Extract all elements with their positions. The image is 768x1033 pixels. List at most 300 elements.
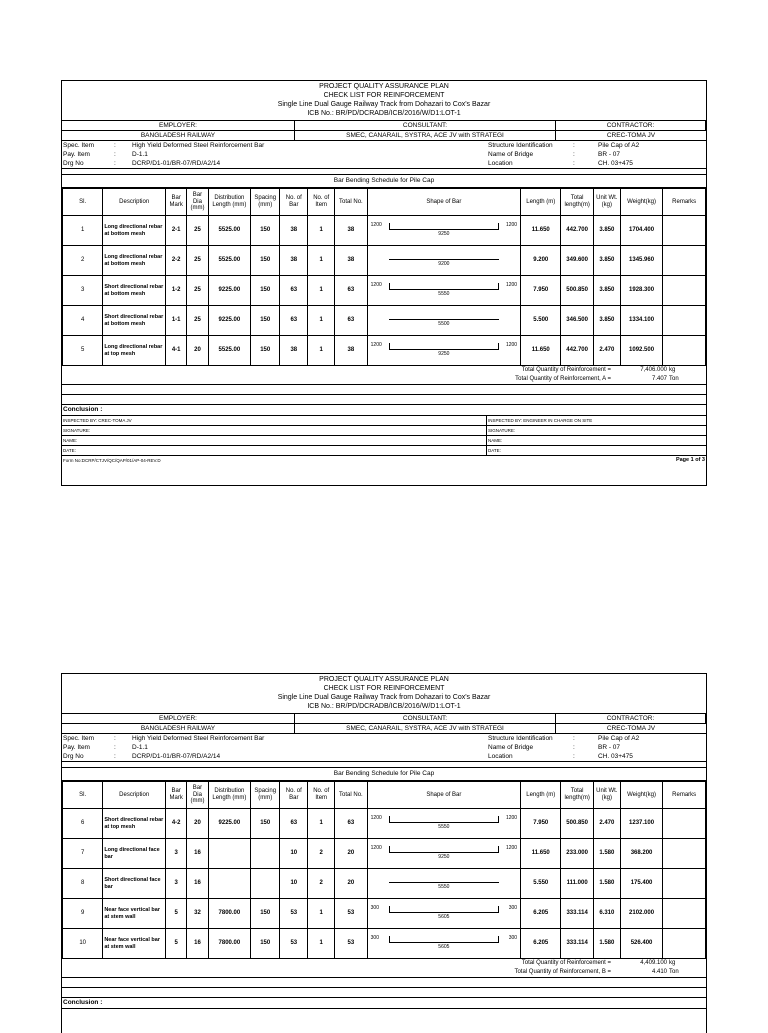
- bar-line: [389, 882, 499, 883]
- info-cell: :: [573, 160, 575, 167]
- bar-shape: [367, 809, 520, 839]
- info-cell: CH. 03+475: [598, 753, 633, 760]
- shape-right-label: 1200: [505, 221, 518, 228]
- checklist-sheet-2: [61, 673, 707, 1033]
- cell-noi: 1: [308, 216, 335, 246]
- cell-noi: 1: [308, 306, 335, 336]
- conclusion-label: Conclusion :: [62, 405, 706, 416]
- cell-sl: 3: [63, 276, 103, 306]
- cell-tot: 53: [335, 929, 367, 959]
- shape-length-label: 5500: [438, 320, 450, 327]
- shape-left-label: 1200: [370, 341, 382, 348]
- table-row: [63, 869, 706, 899]
- cell-desc: Short directional face bar: [103, 869, 166, 899]
- cell-mark: 1-2: [166, 276, 187, 306]
- column-header: No. of Bar: [280, 782, 308, 809]
- cell-uw: 6.310: [593, 899, 620, 929]
- hook-left: [389, 936, 390, 942]
- hook-right: [498, 906, 499, 912]
- table-row: [63, 899, 706, 929]
- cell-tot: 63: [335, 809, 367, 839]
- info-cell: :: [573, 735, 575, 742]
- info-cell: :: [573, 744, 575, 751]
- bar-line: [389, 289, 499, 290]
- cell-sp: 150: [251, 306, 280, 336]
- cell-dist: 5525.00: [208, 216, 251, 246]
- date-field: DATE:: [62, 446, 487, 456]
- cell-nob: 63: [280, 306, 308, 336]
- inspected-by-engineer: INSPECTED BY: ENGINEER IN CHARGE ON SITE: [487, 416, 706, 426]
- cell-dia: 16: [187, 869, 208, 899]
- info-cell: Drg No: [63, 753, 84, 760]
- cell-mark: 5: [166, 899, 187, 929]
- shape-length-label: 5605: [438, 943, 450, 950]
- cell-rem: [663, 306, 706, 336]
- cell-dist: 9225.00: [208, 276, 251, 306]
- info-cell: Pile Cap of A2: [598, 142, 640, 149]
- column-header: Weight(kg): [620, 782, 663, 809]
- cell-tot: 20: [335, 839, 367, 869]
- cell-desc: Short directional rebar at top mesh: [103, 809, 166, 839]
- employer-label: EMPLOYER:: [62, 714, 295, 724]
- shape-left-label: 1200: [370, 814, 382, 821]
- bbs-title: Bar Bending Schedule for Pile Cap: [62, 768, 706, 781]
- info-cell: High Yield Deformed Steel Reinforcement Bar: [132, 735, 265, 742]
- cell-sp: 150: [251, 809, 280, 839]
- cell-rem: [663, 839, 706, 869]
- cell-uw: 1.580: [593, 839, 620, 869]
- info-cell: Name of Bridge: [488, 744, 534, 751]
- info-cell: High Yield Deformed Steel Reinforcement Bar: [132, 142, 265, 149]
- cell-desc: Long directional face bar: [103, 839, 166, 869]
- totals-table: [62, 366, 706, 384]
- cell-wt: 1334.100: [620, 306, 663, 336]
- info-grid: [62, 141, 706, 169]
- form-number: Form No:DCRP/CTJV/QC/QAP/01/AP-04-REV.D: [63, 458, 161, 463]
- cell-rem: [663, 899, 706, 929]
- bbs-table: [62, 188, 706, 366]
- cell-mark: 2-1: [166, 216, 187, 246]
- header-line-4: ICB No.: BR/PD/DCRADB/ICB/2016/W/D1:LOT-1: [307, 110, 461, 117]
- cell-wt: 526.400: [620, 929, 663, 959]
- info-cell: Location: [488, 160, 513, 167]
- info-cell: Structure Identification: [488, 142, 553, 149]
- hook-left: [389, 906, 390, 912]
- contractor-value: CREC-TOMA JV: [556, 724, 706, 734]
- cell-wt: 1237.100: [620, 809, 663, 839]
- info-cell: Pile Cap of A2: [598, 735, 640, 742]
- cell-mark: 5: [166, 929, 187, 959]
- table-row: [63, 929, 706, 959]
- cell-dia: 20: [187, 336, 208, 366]
- shape-length-label: 9250: [438, 350, 450, 357]
- shape-right-label: 1200: [505, 844, 518, 851]
- cell-tlen: 442.700: [561, 216, 593, 246]
- bbs-title: Bar Bending Schedule for Pile Cap: [62, 175, 706, 188]
- name-field: NAME:: [62, 436, 487, 446]
- cell-sl: 5: [63, 336, 103, 366]
- total2-unit: Ton: [669, 376, 679, 383]
- column-header: Description: [103, 189, 166, 216]
- info-cell: DCRP/D1-01/BR-07/RD/A2/14: [132, 753, 221, 760]
- shape-length-label: 9250: [438, 230, 450, 237]
- cell-wt: 2102.000: [620, 899, 663, 929]
- info-cell: :: [114, 753, 116, 760]
- info-cell: :: [573, 142, 575, 149]
- cell-dia: 20: [187, 809, 208, 839]
- consultant-value: SMEC, CANARAIL, SYSTRA, ACE JV with STRATEGI: [295, 131, 556, 141]
- cell-desc: Short directional rebar at bottom mesh: [103, 276, 166, 306]
- cell-len: 5.500: [521, 306, 561, 336]
- cell-mark: 3: [166, 869, 187, 899]
- bar-line: [389, 912, 499, 913]
- column-header: Sl.: [63, 782, 103, 809]
- column-header: No. of Item: [308, 189, 335, 216]
- cell-nob: 10: [280, 839, 308, 869]
- table-row: [63, 276, 706, 306]
- bar-line: [389, 229, 499, 230]
- column-header: Total No.: [335, 189, 367, 216]
- cell-uw: 3.850: [593, 216, 620, 246]
- shape-right-label: 1200: [505, 814, 518, 821]
- party-row: [62, 714, 706, 734]
- hook-right: [498, 816, 499, 822]
- info-cell: :: [114, 142, 116, 149]
- info-cell: Name of Bridge: [488, 151, 534, 158]
- cell-sl: 8: [63, 869, 103, 899]
- column-header: No. of Bar: [280, 189, 308, 216]
- column-header: Length (m): [521, 189, 561, 216]
- cell-len: 6.205: [521, 899, 561, 929]
- signature-field: SIGNATURE:: [487, 426, 706, 436]
- cell-dist: 7800.00: [208, 929, 251, 959]
- cell-desc: Long directional rebar at bottom mesh: [103, 246, 166, 276]
- cell-tlen: 442.700: [561, 336, 593, 366]
- info-cell: D-1.1: [132, 151, 148, 158]
- cell-tlen: 333.114: [561, 899, 593, 929]
- cell-mark: 2-2: [166, 246, 187, 276]
- column-header: Spacing (mm): [251, 189, 280, 216]
- column-header: Unit Wt. (kg): [593, 189, 620, 216]
- header-line-4: ICB No.: BR/PD/DCRADB/ICB/2016/W/D1:LOT-1: [307, 703, 461, 710]
- column-header: Total length(m): [561, 782, 593, 809]
- employer-label: EMPLOYER:: [62, 121, 295, 131]
- cell-dia: 25: [187, 276, 208, 306]
- cell-wt: 1345.960: [620, 246, 663, 276]
- spacer: [62, 384, 706, 395]
- cell-tot: 63: [335, 306, 367, 336]
- info-cell: BR - 07: [598, 744, 621, 751]
- cell-dia: 25: [187, 216, 208, 246]
- cell-dia: 25: [187, 306, 208, 336]
- cell-noi: 2: [308, 869, 335, 899]
- info-cell: CH. 03+475: [598, 160, 633, 167]
- cell-dist: 5525.00: [208, 246, 251, 276]
- cell-sp: 150: [251, 929, 280, 959]
- info-cell: D-1.1: [132, 744, 148, 751]
- column-header: Shape of Bar: [367, 782, 520, 809]
- total2-label: Total Quantity of Reinforcement, A =: [515, 376, 611, 383]
- shape-length-label: 5605: [438, 913, 450, 920]
- total2-label: Total Quantity of Reinforcement, B =: [514, 969, 611, 976]
- cell-dist: 7800.00: [208, 899, 251, 929]
- info-cell: Location: [488, 753, 513, 760]
- hook-right: [498, 283, 499, 289]
- info-cell: Drg No: [63, 160, 84, 167]
- bar-shape: [367, 929, 520, 959]
- shape-left-label: 1200: [370, 281, 382, 288]
- shape-length-label: 5550: [438, 290, 450, 297]
- cell-tlen: 346.500: [561, 306, 593, 336]
- cell-rem: [663, 809, 706, 839]
- bar-line: [389, 349, 499, 350]
- footer: [62, 456, 706, 465]
- cell-wt: 1704.400: [620, 216, 663, 246]
- cell-sp: [251, 839, 280, 869]
- info-cell: BR - 07: [598, 151, 621, 158]
- cell-tot: 38: [335, 216, 367, 246]
- column-header: Bar Dia (mm): [187, 782, 208, 809]
- cell-desc: Short directional rebar at bottom mesh: [103, 306, 166, 336]
- conclusion-label: Conclusion :: [62, 998, 706, 1009]
- column-header: Distribution Length (mm): [208, 782, 251, 809]
- column-header: Bar Dia (mm): [187, 189, 208, 216]
- cell-sl: 1: [63, 216, 103, 246]
- shape-left-label: 300: [370, 934, 379, 941]
- column-header: Total No.: [335, 782, 367, 809]
- header-line-2: CHECK LIST FOR REINFORCEMENT: [323, 685, 445, 692]
- cell-tlen: 500.850: [561, 809, 593, 839]
- shape-left-label: 1200: [370, 844, 382, 851]
- table-row: [63, 809, 706, 839]
- shape-right-label: 1200: [505, 281, 518, 288]
- cell-dia: 32: [187, 899, 208, 929]
- table-row: [63, 306, 706, 336]
- column-header: Spacing (mm): [251, 782, 280, 809]
- cell-dia: 16: [187, 929, 208, 959]
- info-cell: :: [114, 744, 116, 751]
- hook-right: [498, 846, 499, 852]
- cell-uw: 1.580: [593, 869, 620, 899]
- header-line-3: Single Line Dual Gauge Railway Track from Dohazari to Cox's Bazar: [277, 694, 491, 701]
- cell-len: 6.205: [521, 929, 561, 959]
- hook-left: [389, 846, 390, 852]
- cell-len: 11.650: [521, 336, 561, 366]
- bar-line: [389, 259, 499, 260]
- cell-nob: 38: [280, 336, 308, 366]
- cell-tlen: 333.114: [561, 929, 593, 959]
- cell-dist: 5525.00: [208, 336, 251, 366]
- header-line-1: PROJECT QUALITY ASSURANCE PLAN: [319, 676, 449, 683]
- inspected-by-contractor: INSPECTED BY: CREC-TOMA JV: [62, 416, 487, 426]
- bbs-table: [62, 781, 706, 959]
- shape-right-label: 300: [508, 934, 518, 941]
- hook-left: [389, 283, 390, 289]
- cell-sp: 150: [251, 216, 280, 246]
- cell-sp: 150: [251, 899, 280, 929]
- column-header: Unit Wt. (kg): [593, 782, 620, 809]
- info-cell: DCRP/D1-01/BR-07/RD/A2/14: [132, 160, 221, 167]
- bar-line: [389, 319, 499, 320]
- cell-tlen: 233.000: [561, 839, 593, 869]
- info-cell: :: [114, 735, 116, 742]
- header-line-1: PROJECT QUALITY ASSURANCE PLAN: [319, 83, 449, 90]
- consultant-label: CONSULTANT:: [295, 121, 556, 131]
- cell-noi: 1: [308, 809, 335, 839]
- cell-desc: Long directional rebar at bottom mesh: [103, 216, 166, 246]
- cell-sl: 10: [63, 929, 103, 959]
- cell-tot: 53: [335, 899, 367, 929]
- contractor-label: CONTRACTOR:: [556, 714, 706, 724]
- bar-shape: [367, 216, 520, 246]
- cell-uw: 2.470: [593, 809, 620, 839]
- cell-sl: 6: [63, 809, 103, 839]
- cell-sp: 150: [251, 336, 280, 366]
- cell-sp: [251, 869, 280, 899]
- total-ton: 7.407: [651, 376, 667, 383]
- name-field: NAME:: [487, 436, 706, 446]
- cell-noi: 1: [308, 276, 335, 306]
- hook-right: [498, 223, 499, 229]
- info-cell: Spec. Item: [63, 142, 95, 149]
- shape-right-label: 300: [508, 904, 518, 911]
- cell-uw: 3.850: [593, 246, 620, 276]
- cell-len: 5.550: [521, 869, 561, 899]
- cell-tot: 63: [335, 276, 367, 306]
- spacer: [62, 988, 706, 998]
- hook-left: [389, 223, 390, 229]
- cell-desc: Near face vertical bar at stem wall: [103, 929, 166, 959]
- cell-tot: 38: [335, 336, 367, 366]
- total2-unit: Ton: [669, 969, 679, 976]
- cell-uw: 3.850: [593, 306, 620, 336]
- hook-right: [498, 936, 499, 942]
- contractor-value: CREC-TOMA JV: [556, 131, 706, 141]
- bar-line: [389, 822, 499, 823]
- column-header: Bar Mark: [166, 782, 187, 809]
- cell-sl: 9: [63, 899, 103, 929]
- bar-line: [389, 942, 499, 943]
- cell-noi: 1: [308, 246, 335, 276]
- cell-rem: [663, 336, 706, 366]
- checklist-sheet-1: [61, 80, 707, 486]
- bar-shape: [367, 839, 520, 869]
- header-line-2: CHECK LIST FOR REINFORCEMENT: [323, 92, 445, 99]
- cell-sp: 150: [251, 246, 280, 276]
- column-header: Remarks: [663, 189, 706, 216]
- cell-uw: 1.580: [593, 929, 620, 959]
- cell-rem: [663, 246, 706, 276]
- table-row: [63, 839, 706, 869]
- cell-dist: [208, 839, 251, 869]
- hook-left: [389, 343, 390, 349]
- bar-shape: [367, 306, 520, 336]
- info-cell: :: [573, 753, 575, 760]
- cell-rem: [663, 216, 706, 246]
- cell-dia: 25: [187, 246, 208, 276]
- cell-nob: 38: [280, 246, 308, 276]
- sheet-header: [62, 674, 706, 714]
- shape-length-label: 9200: [438, 260, 450, 267]
- page-number: Page 1 of 3: [675, 457, 705, 463]
- shape-length-label: 5550: [438, 883, 450, 890]
- column-header: Total length(m): [561, 189, 593, 216]
- table-row: [63, 336, 706, 366]
- column-header: No. of Item: [308, 782, 335, 809]
- info-cell: :: [114, 160, 116, 167]
- spacer: [62, 977, 706, 988]
- cell-wt: 1092.500: [620, 336, 663, 366]
- cell-len: 7.950: [521, 276, 561, 306]
- cell-dist: 9225.00: [208, 809, 251, 839]
- cell-nob: 53: [280, 929, 308, 959]
- cell-nob: 38: [280, 216, 308, 246]
- cell-sl: 4: [63, 306, 103, 336]
- column-header: Length (m): [521, 782, 561, 809]
- cell-nob: 10: [280, 869, 308, 899]
- header-line-3: Single Line Dual Gauge Railway Track from Dohazari to Cox's Bazar: [277, 101, 491, 108]
- cell-dist: [208, 869, 251, 899]
- signature-block: [62, 416, 706, 456]
- table-row: [63, 216, 706, 246]
- cell-mark: 4-1: [166, 336, 187, 366]
- contractor-label: CONTRACTOR:: [556, 121, 706, 131]
- cell-wt: 368.200: [620, 839, 663, 869]
- cell-tlen: 500.850: [561, 276, 593, 306]
- column-header: Weight(kg): [620, 189, 663, 216]
- total-ton: 4.410: [651, 969, 667, 976]
- bar-line: [389, 852, 499, 853]
- hook-left: [389, 816, 390, 822]
- cell-wt: 175.400: [620, 869, 663, 899]
- column-header: Description: [103, 782, 166, 809]
- sheet-header: [62, 81, 706, 121]
- consultant-value: SMEC, CANARAIL, SYSTRA, ACE JV with STRATEGI: [295, 724, 556, 734]
- cell-noi: 2: [308, 839, 335, 869]
- date-field: DATE:: [487, 446, 706, 456]
- cell-nob: 53: [280, 899, 308, 929]
- cell-noi: 1: [308, 336, 335, 366]
- bar-shape: [367, 276, 520, 306]
- column-header: Remarks: [663, 782, 706, 809]
- bar-shape: [367, 869, 520, 899]
- cell-dist: 9225.00: [208, 306, 251, 336]
- bar-shape: [367, 246, 520, 276]
- cell-rem: [663, 276, 706, 306]
- totals-table: [62, 959, 706, 977]
- signature-field: SIGNATURE:: [62, 426, 487, 436]
- column-header: Shape of Bar: [367, 189, 520, 216]
- cell-uw: 3.850: [593, 276, 620, 306]
- spacer: [62, 395, 706, 405]
- shape-right-label: 1200: [505, 341, 518, 348]
- consultant-label: CONSULTANT:: [295, 714, 556, 724]
- info-cell: Spec. Item: [63, 735, 95, 742]
- bar-shape: [367, 336, 520, 366]
- cell-tlen: 111.000: [561, 869, 593, 899]
- info-cell: :: [114, 151, 116, 158]
- cell-len: 11.650: [521, 839, 561, 869]
- cell-noi: 1: [308, 929, 335, 959]
- cell-noi: 1: [308, 899, 335, 929]
- party-row: [62, 121, 706, 141]
- info-grid: [62, 734, 706, 762]
- cell-wt: 1928.300: [620, 276, 663, 306]
- cell-mark: 3: [166, 839, 187, 869]
- total-kg: 7,406.000: [640, 367, 667, 374]
- cell-dia: 16: [187, 839, 208, 869]
- bar-shape: [367, 899, 520, 929]
